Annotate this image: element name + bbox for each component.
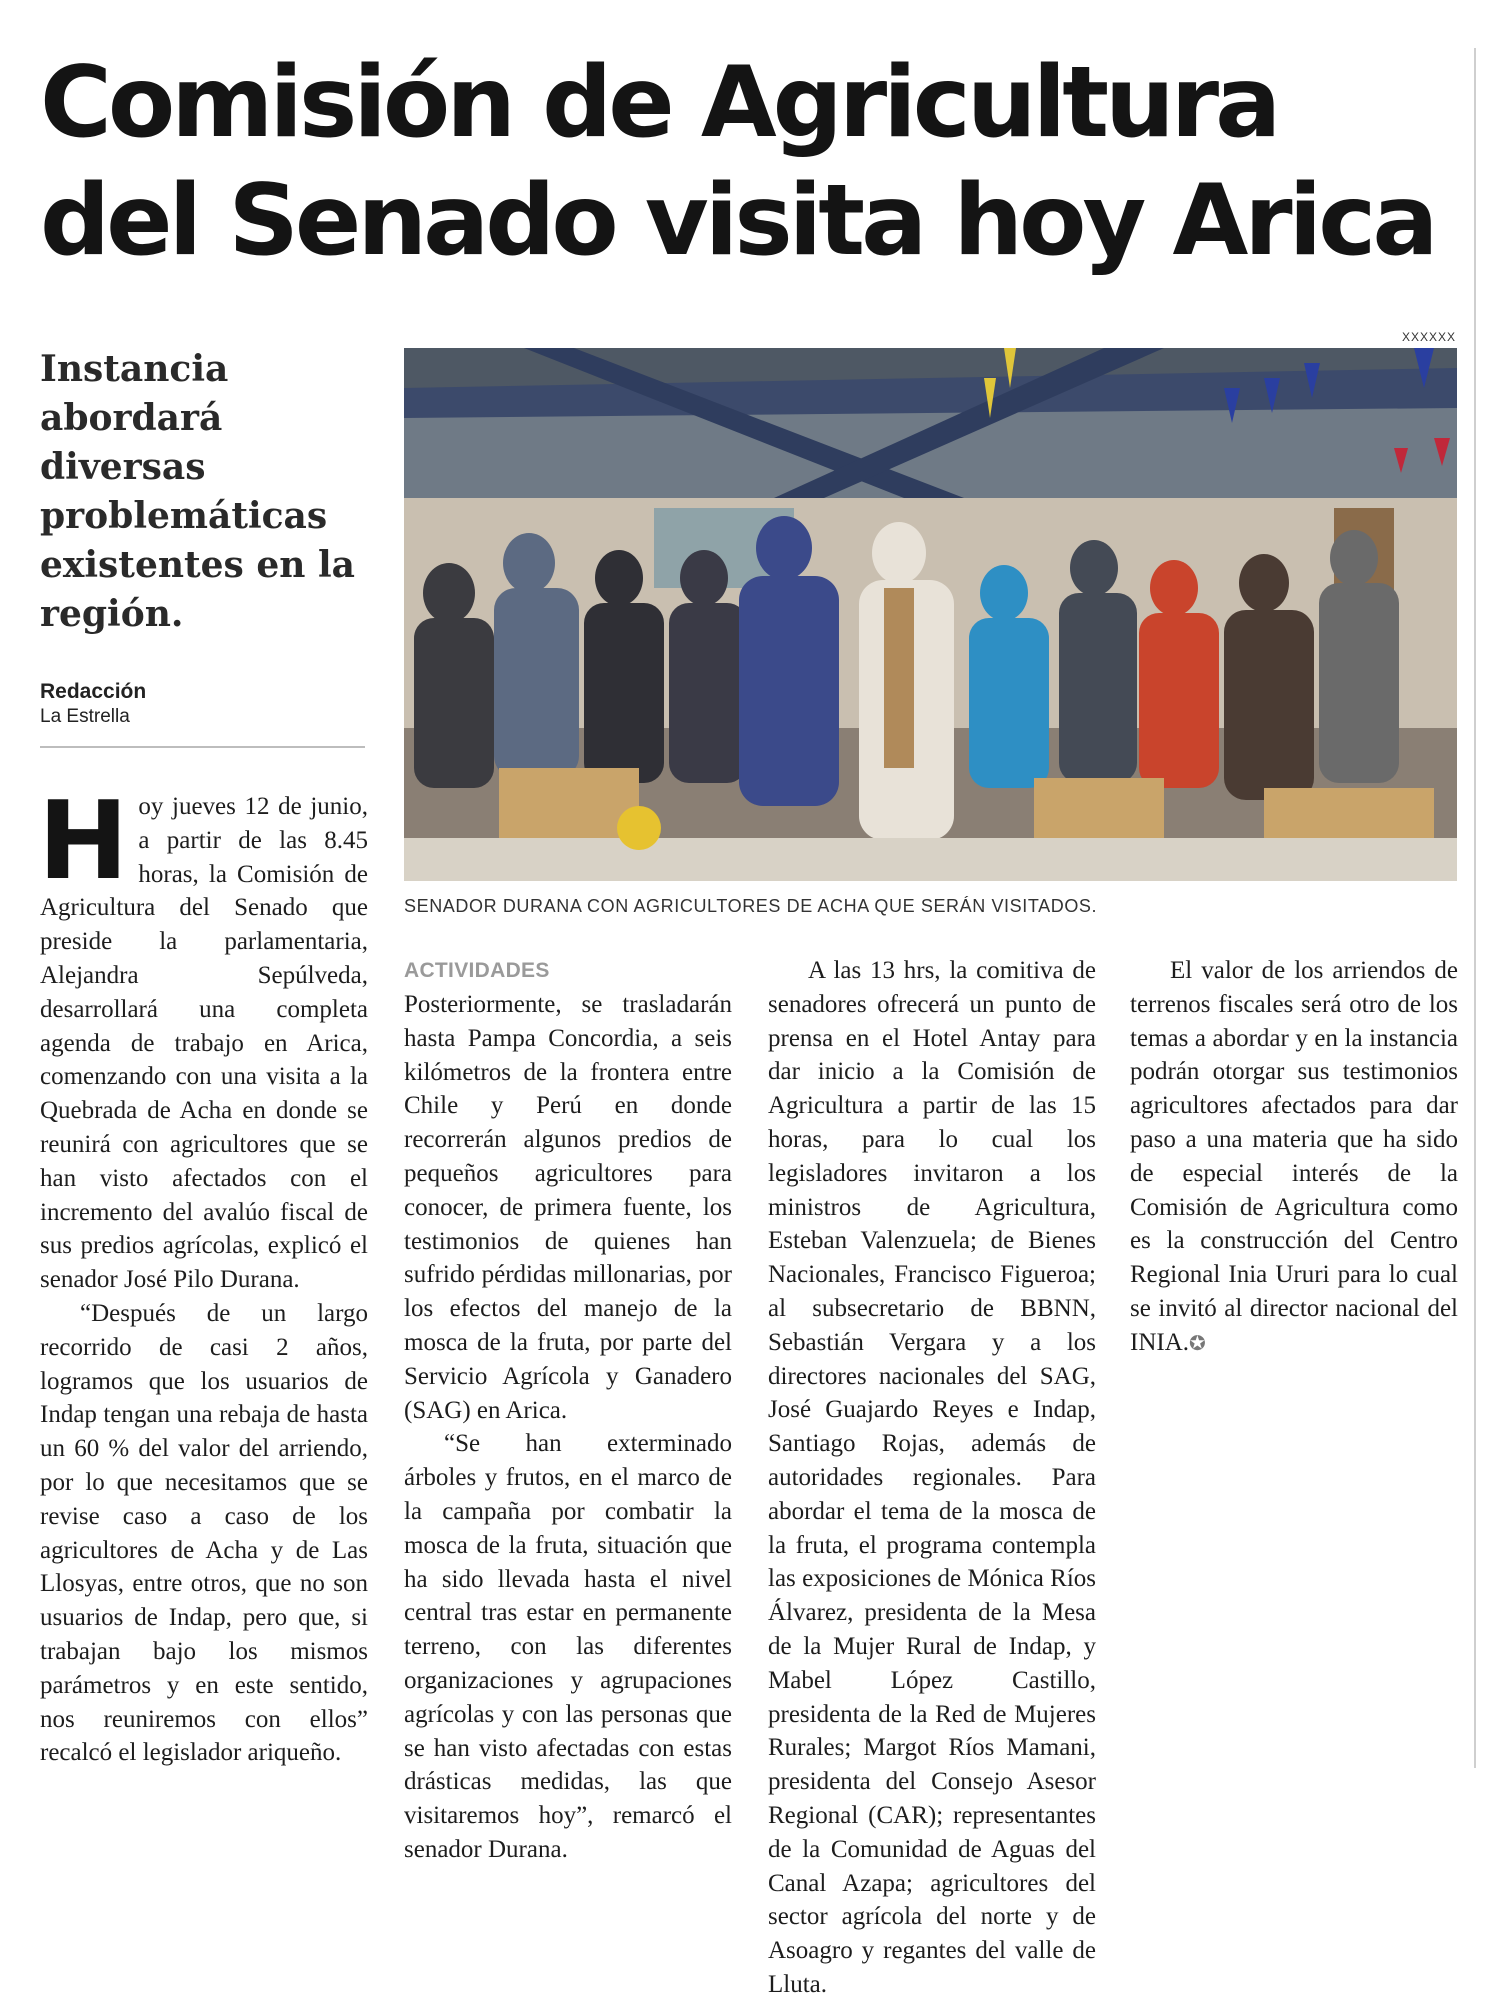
paragraph-6 (1130, 954, 1458, 1361)
deck-subtitle: Instancia abordará diversas problemáticas existentes en la región. (40, 348, 355, 635)
paragraph-2: “Después de un largo recorrido de casi 2 años, logramos que los usuarios de Indap tengan una rebaja de hasta un 60 % del valor del arriendo, por lo que necesitamos que se revise caso a caso de los agricultores de Acha y de Las Llosyas, entre otros, que no son usuarios de Indap, pero que, si trabajan bajo los mismos parámetros y en este sentido, nos reuniremos con ellos” recalcó el legislador ariqueño. (40, 1299, 368, 1767)
group-photo-illustration (404, 348, 1457, 881)
group-photo (404, 348, 1457, 881)
paragraph-1 (38, 779, 368, 1297)
drop-cap: H (38, 779, 129, 904)
headline (40, 44, 1460, 280)
paragraph-5: A las 13 hrs, la comitiva de senadores ofrecerá un punto de prensa en el Hotel Antay para dar inicio a la Comisión de Agricultura a partir de las 15 horas, para lo cual los legisladores invitaron a los ministros de Agricultura, Esteban Valenzuela; de Bienes Nacionales, Francisco Figueroa; al subsecretario de BBNN, Sebastián Vergara y a los directores nacionales del SAG, José Guajardo Reyes e Indap, Santiago Rojas, además de autoridades regionales. Para abordar el tema de la mosca de la fruta, el programa contempla las exposiciones de Mónica Ríos Álvarez, presidenta de la Mesa de la Mujer Rural de Indap, y Mabel López Castillo, presidenta de la Red de Mujeres Rurales; Margot Ríos Mamani, presidenta del Consejo Asesor Regional (CAR); representantes de la Comunidad de Aguas del Canal Azapa; agricultores del sector agrícola del norte y de Asoagro y regantes del valle de Lluta. (768, 957, 1096, 1998)
byline-organization: La Estrella (40, 706, 130, 727)
article-column-4 (1130, 954, 1458, 1754)
article-column-3 (768, 954, 1096, 1998)
photo-credit: XXXXXX (1401, 330, 1456, 344)
headline-line-1: Comisión de Agricultura (40, 46, 1278, 160)
headline-line-2: del Senado visita hoy Arica (40, 164, 1435, 278)
byline (40, 678, 370, 729)
paragraph-4: “Se han exterminado árboles y frutos, en el marco de la campaña por combatir la mosca de la fruta, situación que ha sido llevada hasta el nivel central tras estar en permanente terreno, con las diferentes organizaciones y agrupaciones agrícolas y con las personas que se han visto afectadas con estas drásticas medidas, las que visitaremos hoy”, remarcó el senador Durana. (404, 1430, 732, 1863)
article-column-1 (38, 779, 368, 1770)
byline-divider (40, 746, 365, 748)
photo-caption: SENADOR DURANA CON AGRICULTORES DE ACHA QUE SERÁN VISITADOS. (404, 896, 1098, 916)
section-subhead: ACTIVIDADES (404, 959, 550, 982)
article-column-2 (404, 954, 732, 1863)
paragraph-4-start (404, 1427, 732, 1866)
byline-author: Redacción (40, 680, 147, 703)
end-mark-icon: ✪ (1189, 1330, 1206, 1355)
column-rule (1474, 48, 1476, 1768)
paragraph-3: Posteriormente, se trasladarán hasta Pampa Concordia, a seis kilómetros de la frontera entre Chile y Perú en donde recorrerán algunos predios de pequeños agricultores para conocer, de primera fuente, los testimonios de quienes han sufrido pérdidas millonarias, por los efectos del manejo de la mosca de la fruta, por parte del Servicio Agrícola y Ganadero (SAG) en Arica. (404, 991, 732, 1424)
paragraph-6-text: El valor de los arriendos de terrenos fiscales será otro de los temas a abordar y en la instancia podrán otorgar sus testimonios agricultores afectados para dar paso a una materia que ha sido de especial interés de la Comisión de Agricultura como es la construcción del Centro Regional Inia Ururi para lo cual se invitó al director nacional del INIA. (1130, 957, 1458, 1356)
paragraph-1-text: oy jueves 12 de junio, a partir de las 8.45 horas, la Comisión de Agricultura del Senado que preside la parlamentaria, Alejandra Sepúlveda, desarrollará una completa agenda de trabajo en Arica, comenzando con una visita a la Quebrada de Acha en donde se reunirá con agricultores que se han visto afectados con el incremento del avalúo fiscal de sus predios agrícolas, explicó el senador José Pilo Durana. (40, 793, 368, 1294)
